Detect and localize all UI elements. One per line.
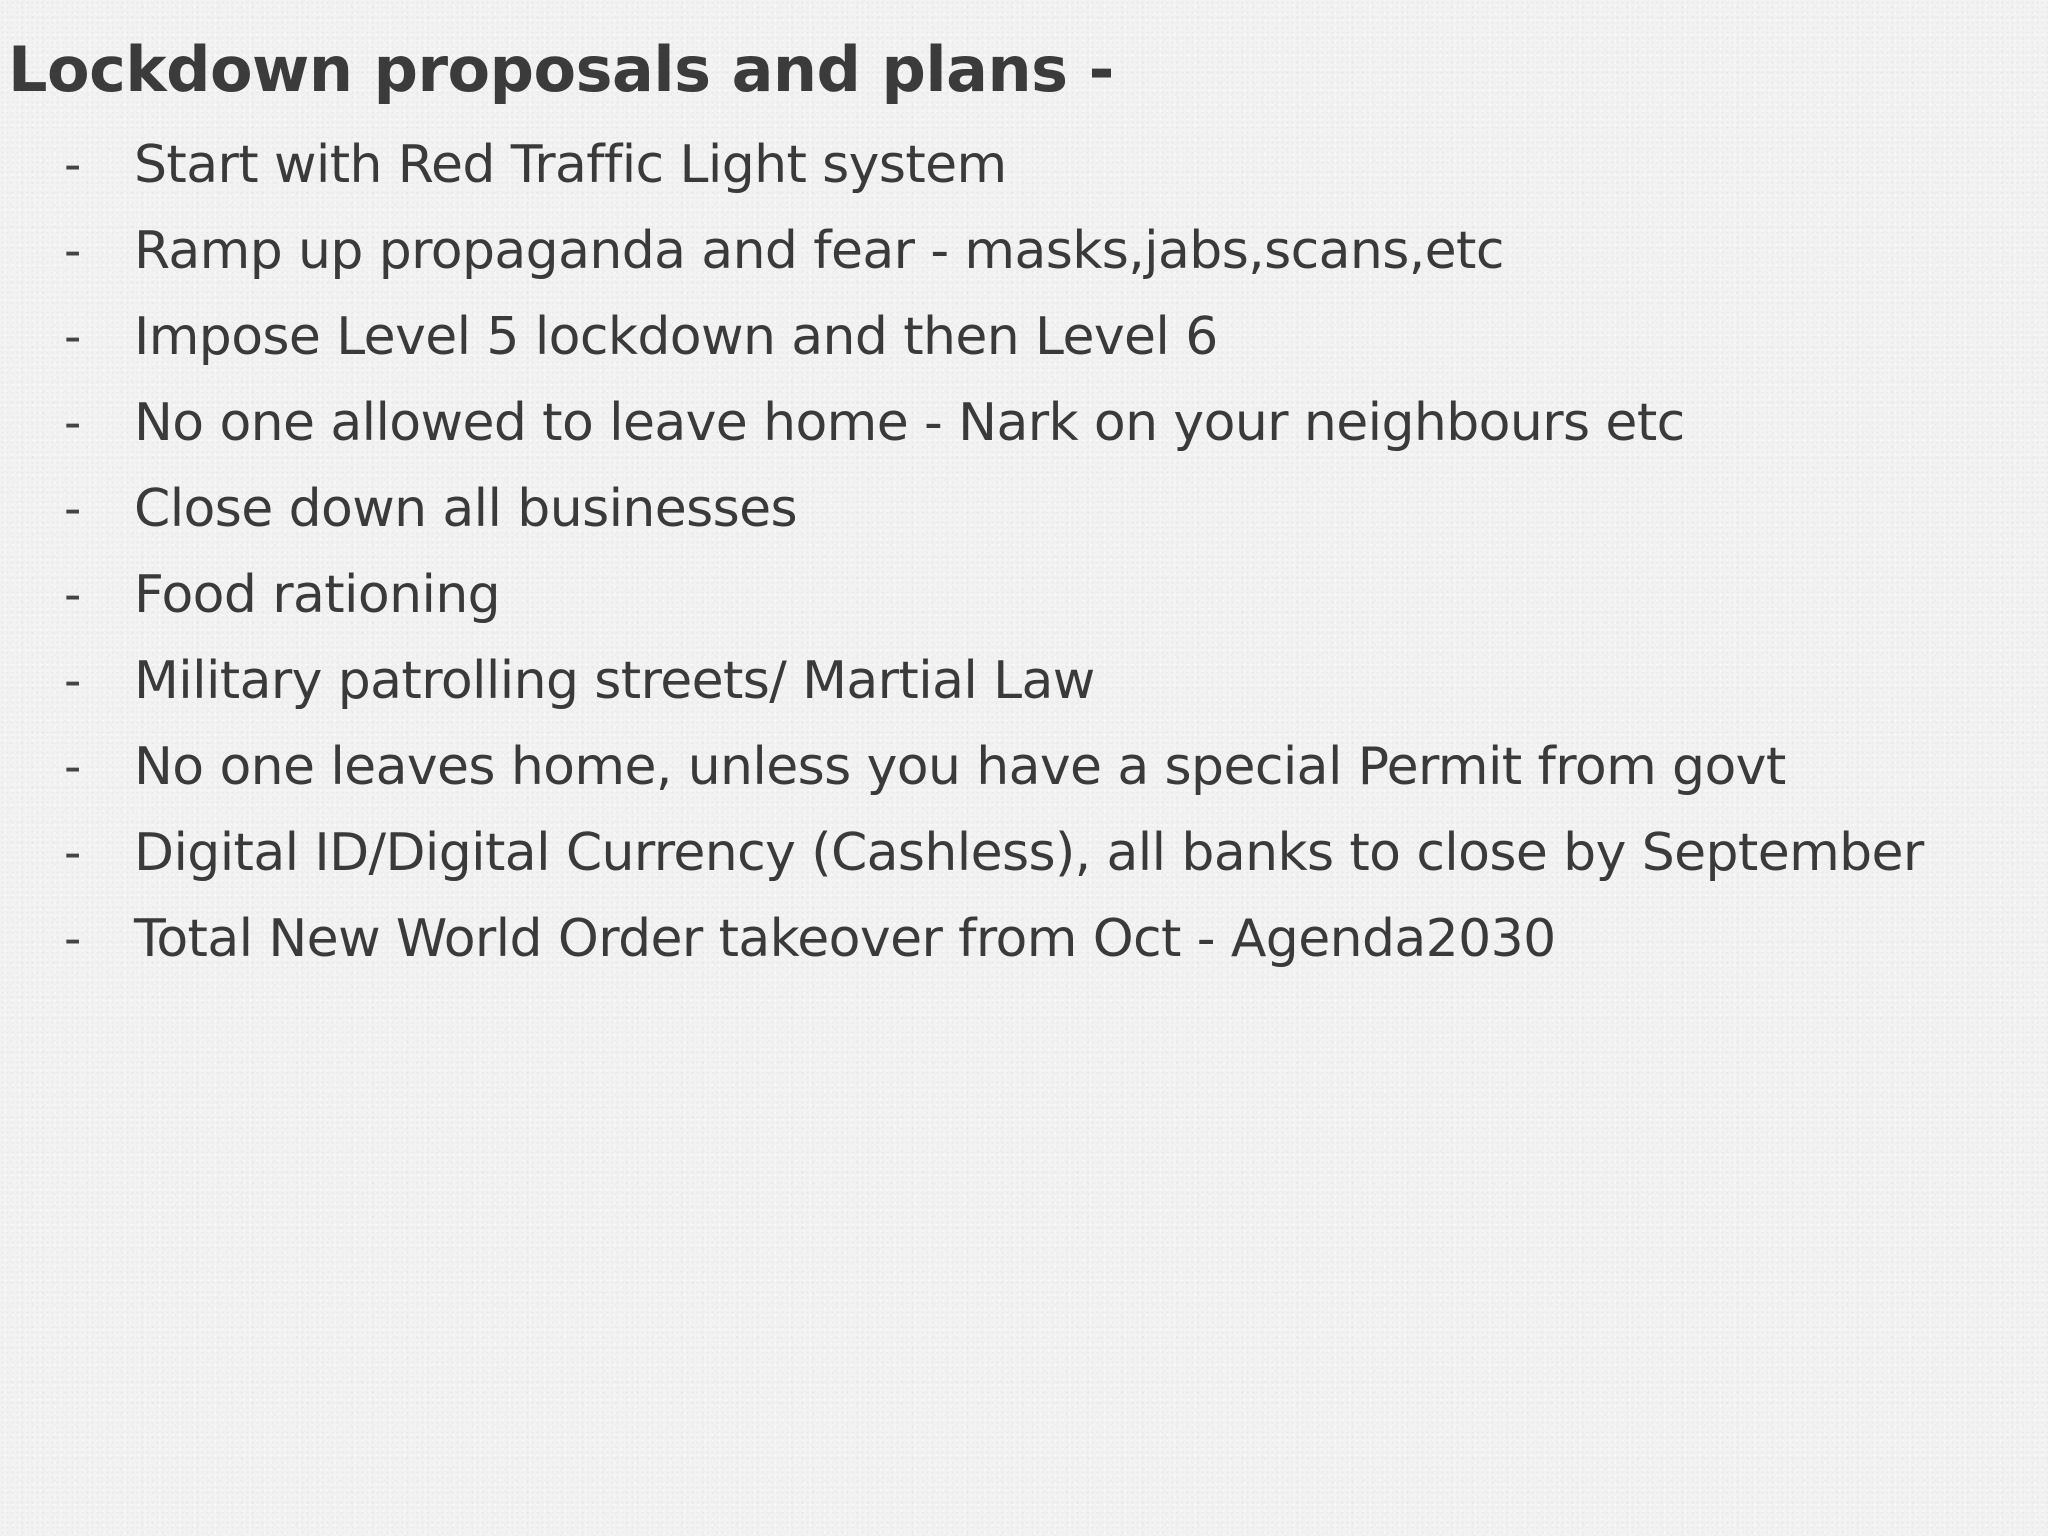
list-item-text: Close down all businesses <box>134 479 798 539</box>
dash-bullet: - <box>64 739 82 795</box>
list-item-text: Digital ID/Digital Currency (Cashless), all banks to close by September <box>134 823 1924 883</box>
list-item <box>0 810 2048 896</box>
dash-bullet: - <box>64 567 82 623</box>
bullet-list <box>0 122 2048 982</box>
list-item <box>0 896 2048 982</box>
list-item <box>0 122 2048 208</box>
note-title: Lockdown proposals and plans - <box>8 33 1114 106</box>
dash-bullet: - <box>64 223 82 279</box>
list-item-text: Total New World Order takeover from Oct - Agenda2030 <box>134 909 1556 969</box>
dash-bullet: - <box>64 137 82 193</box>
list-item-text: Ramp up propaganda and fear - masks,jabs,scans,etc <box>134 221 1504 281</box>
list-item-text: Military patrolling streets/ Martial Law <box>134 651 1095 711</box>
list-item-text: Impose Level 5 lockdown and then Level 6 <box>134 307 1218 367</box>
dash-bullet: - <box>64 395 82 451</box>
dash-bullet: - <box>64 309 82 365</box>
dash-bullet: - <box>64 825 82 881</box>
dash-bullet: - <box>64 481 82 537</box>
list-item <box>0 380 2048 466</box>
list-item <box>0 638 2048 724</box>
list-item-text: Food rationing <box>134 565 501 625</box>
list-item <box>0 294 2048 380</box>
list-item <box>0 466 2048 552</box>
dash-bullet: - <box>64 911 82 967</box>
list-item-text: Start with Red Traffic Light system <box>134 135 1007 195</box>
dash-bullet: - <box>64 653 82 709</box>
list-item-text: No one allowed to leave home - Nark on your neighbours etc <box>134 393 1685 453</box>
list-item <box>0 724 2048 810</box>
list-item-text: No one leaves home, unless you have a special Permit from govt <box>134 737 1786 797</box>
list-item <box>0 208 2048 294</box>
list-item <box>0 552 2048 638</box>
